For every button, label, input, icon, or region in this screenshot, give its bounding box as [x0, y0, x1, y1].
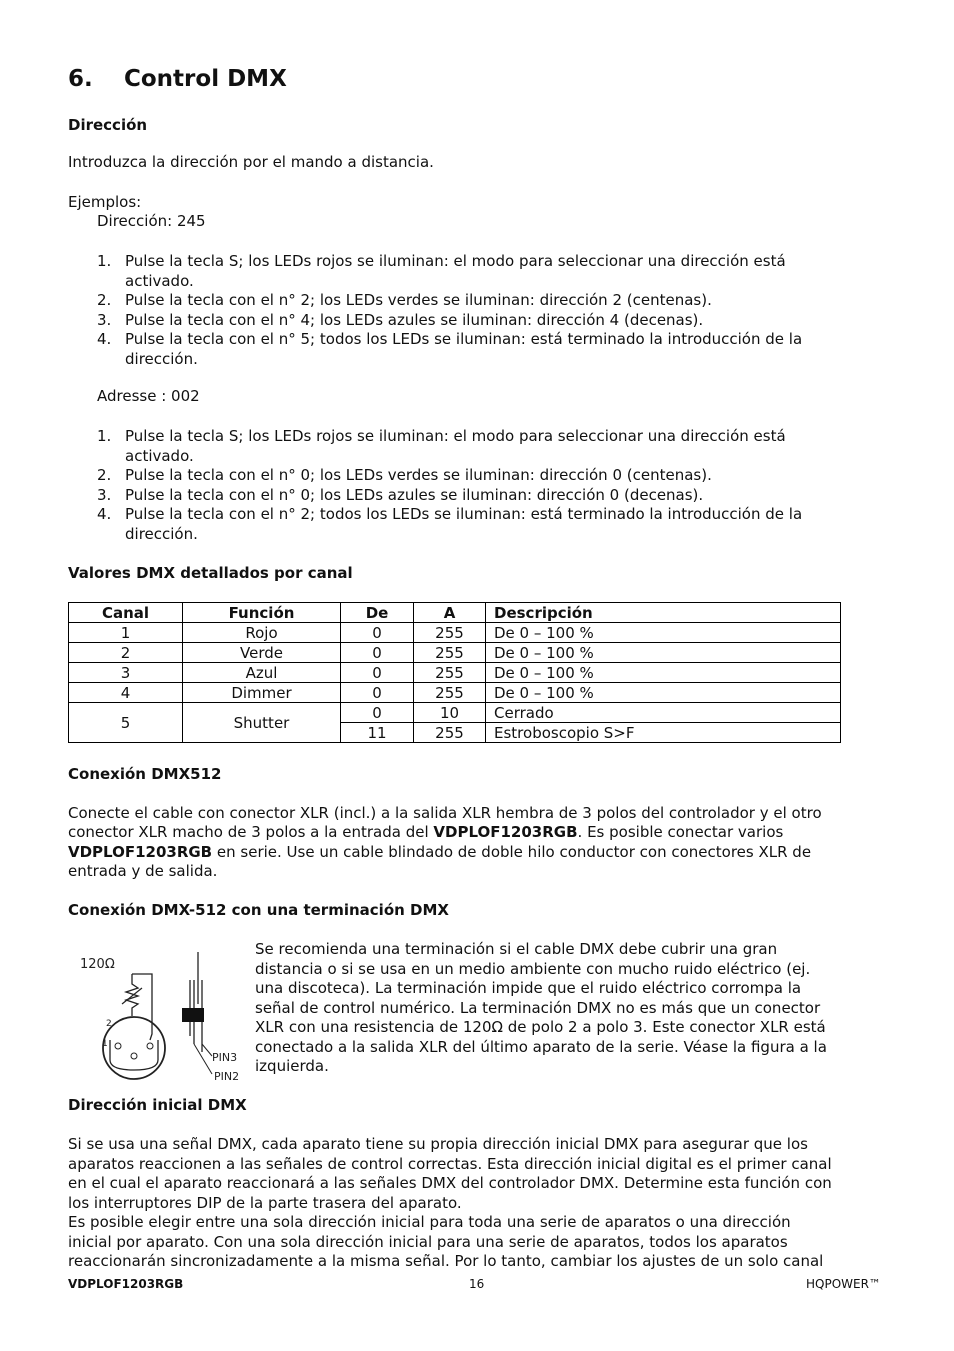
text-line: en el cual el aparato reaccionará a las señales DMX del controlador DMX. Determine esta función con	[68, 1174, 832, 1192]
example2-label: Adresse : 002	[97, 387, 200, 405]
step-text-continued: dirección.	[125, 524, 198, 543]
step-number: 1.	[97, 427, 112, 445]
table-cell: Estroboscopio S>F	[486, 723, 841, 743]
table-cell: 0	[341, 623, 414, 643]
table-row	[69, 663, 841, 683]
text-line: Se recomienda una terminación si el cable DMX debe cubrir una gran	[255, 940, 778, 958]
table-cell: De 0 – 100 %	[486, 643, 841, 663]
inicial-title: Dirección inicial DMX	[68, 1096, 247, 1114]
table-cell: 255	[414, 643, 486, 663]
table-row	[69, 643, 841, 663]
step-number: 3.	[97, 310, 112, 329]
table-cell: Shutter	[183, 703, 341, 743]
footer-model: VDPLOF1203RGB	[68, 1277, 184, 1291]
direccion-intro: Introduzca la dirección por el mando a distancia.	[68, 153, 434, 171]
conexion-title: Conexión DMX512	[68, 765, 222, 783]
pin3-label: PIN3	[212, 1051, 238, 1064]
list-item	[97, 466, 802, 486]
resistor-label: 120Ω	[80, 957, 115, 972]
footer-page-number: 16	[469, 1277, 485, 1291]
text-line: Es posible elegir entre una sola dirección inicial para toda una serie de aparatos o una dirección	[68, 1213, 791, 1231]
terminacion-title: Conexión DMX-512 con una terminación DMX	[68, 901, 449, 919]
step-text: Pulse la tecla con el n° 2; todos los LEDs se iluminan: está terminado la introducción de la	[125, 505, 803, 523]
table-cell: 0	[341, 643, 414, 663]
section-heading	[68, 66, 287, 92]
section-title: Control DMX	[124, 66, 287, 92]
table-cell: 0	[341, 683, 414, 703]
step-number: 1.	[97, 252, 112, 270]
text-line: los interruptores DIP de la parte trasera del aparato.	[68, 1193, 462, 1212]
footer-brand: HQPOWER™	[806, 1277, 881, 1291]
ejemplos-label: Ejemplos:	[68, 193, 142, 211]
table-row	[69, 683, 841, 703]
example1-label: Dirección: 245	[97, 212, 206, 230]
table-cell: 255	[414, 663, 486, 683]
column-header: De	[341, 603, 414, 623]
step-number: 2.	[97, 466, 112, 484]
example1-steps	[97, 252, 802, 369]
dmx-channel-table	[68, 602, 841, 743]
pin-number-2: 2	[106, 1019, 112, 1029]
step-text-continued: activado.	[125, 271, 194, 290]
text-line: XLR con una resistencia de 120Ω de polo 2 a polo 3. Este conector XLR está	[255, 1018, 826, 1036]
table-cell: 0	[341, 663, 414, 683]
step-text: Pulse la tecla con el n° 5; todos los LEDs se iluminan: está terminado la introducción de la	[125, 330, 803, 348]
direccion-title: Dirección	[68, 116, 148, 134]
valores-title: Valores DMX detallados por canal	[68, 564, 353, 582]
section-number: 6.	[68, 66, 93, 92]
list-item	[97, 330, 802, 369]
conexion-line-1: Conecte el cable con conector XLR (incl.) a la salida XLR hembra de 3 polos del controlador y el otro	[68, 804, 822, 822]
step-text: Pulse la tecla con el n° 0; los LEDs azules se iluminan: dirección 0 (decenas).	[125, 485, 704, 504]
table-cell: 255	[414, 683, 486, 703]
model-name: VDPLOF1203RGB	[433, 823, 578, 841]
text-line: una discoteca). La terminación impide que el ruido eléctrico corrompa la	[255, 979, 802, 997]
step-text: Pulse la tecla S; los LEDs rojos se iluminan: el modo para seleccionar una dirección está	[125, 252, 786, 270]
step-text-continued: dirección.	[125, 349, 198, 368]
table-cell: 3	[69, 663, 183, 683]
example2-steps	[97, 427, 802, 544]
conexion-line-4: entrada y de salida.	[68, 862, 218, 880]
pin2-label: PIN2	[214, 1070, 240, 1083]
table-cell: 10	[414, 703, 486, 723]
table-cell: 2	[69, 643, 183, 663]
list-item	[97, 427, 802, 466]
step-number: 2.	[97, 291, 112, 309]
step-text: Pulse la tecla con el n° 4; los LEDs azules se iluminan: dirección 4 (decenas).	[125, 310, 704, 329]
table-cell: Rojo	[183, 623, 341, 643]
table-cell: 1	[69, 623, 183, 643]
text-line: señal de control numérico. La terminación DMX no es más que un conector	[255, 998, 821, 1017]
step-text: Pulse la tecla con el n° 2; los LEDs verdes se iluminan: dirección 2 (centenas).	[125, 291, 712, 309]
conexion-line-2: conector XLR macho de 3 polos a la entrada del VDPLOF1203RGB. Es posible conectar varios	[68, 823, 784, 841]
text-line: distancia o si se usa en un medio ambiente con mucho ruido eléctrico (ej.	[255, 959, 811, 978]
list-item	[97, 291, 802, 311]
step-text: Pulse la tecla S; los LEDs rojos se iluminan: el modo para seleccionar una dirección está	[125, 427, 786, 445]
table-header-row	[69, 603, 841, 623]
list-item	[97, 252, 802, 291]
pin-number-1: 1	[102, 1039, 108, 1049]
table-row	[69, 623, 841, 643]
text-line: Si se usa una señal DMX, cada aparato tiene su propia dirección inicial DMX para asegurar que los	[68, 1135, 808, 1153]
xlr-termination-figure	[72, 944, 244, 1086]
step-number: 3.	[97, 485, 112, 504]
table-cell: 255	[414, 723, 486, 743]
table-cell: 5	[69, 703, 183, 743]
list-item	[97, 486, 802, 506]
column-header: Descripción	[486, 603, 841, 623]
text-line: inicial por aparato. Con una sola dirección inicial para una serie de aparatos, todos los aparatos	[68, 1232, 788, 1251]
table-cell: De 0 – 100 %	[486, 683, 841, 703]
list-item	[97, 311, 802, 331]
table-cell: 4	[69, 683, 183, 703]
table-cell: Cerrado	[486, 703, 841, 723]
step-number: 4.	[97, 505, 112, 523]
table-cell: Azul	[183, 663, 341, 683]
conexion-line-3: VDPLOF1203RGB en serie. Use un cable blindado de doble hilo conductor con conectores XLR de	[68, 843, 812, 861]
model-name: VDPLOF1203RGB	[68, 843, 213, 861]
table-cell: 255	[414, 623, 486, 643]
text-line: izquierda.	[255, 1057, 329, 1075]
text-line: aparatos reaccionen a las señales de control correctas. Esta dirección inicial digital es el primer canal	[68, 1154, 832, 1173]
step-text: Pulse la tecla con el n° 0; los LEDs verdes se iluminan: dirección 0 (centenas).	[125, 466, 712, 484]
list-item	[97, 505, 802, 544]
column-header: A	[414, 603, 486, 623]
table-row	[69, 703, 841, 723]
column-header: Función	[183, 603, 341, 623]
table-cell: 11	[341, 723, 414, 743]
table-cell: Dimmer	[183, 683, 341, 703]
step-text-continued: activado.	[125, 446, 194, 465]
table-cell: De 0 – 100 %	[486, 663, 841, 683]
text-line: reaccionarán sincronizadamente a la misma señal. Por lo tanto, cambiar los ajustes de un solo canal	[68, 1252, 824, 1270]
table-cell: 0	[341, 703, 414, 723]
step-number: 4.	[97, 330, 112, 348]
column-header: Canal	[69, 603, 183, 623]
text-line: conectado a la salida XLR del último aparato de la serie. Véase la figura a la	[255, 1037, 827, 1056]
table-cell: De 0 – 100 %	[486, 623, 841, 643]
table-cell: Verde	[183, 643, 341, 663]
